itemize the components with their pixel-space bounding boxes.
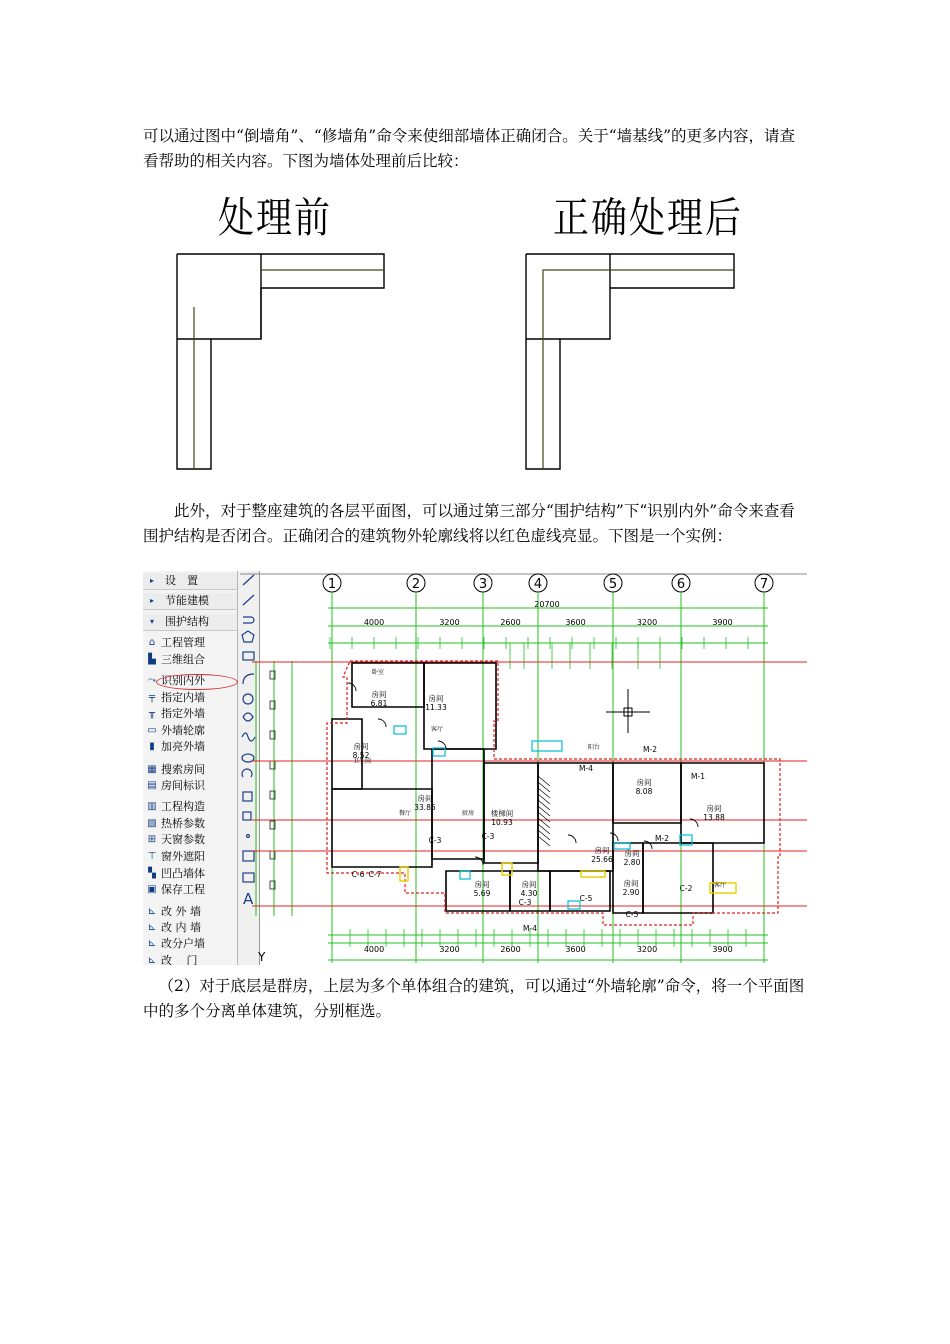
menu-item-21[interactable] [143, 936, 237, 952]
outer-wall-icon: ╥ [148, 708, 156, 719]
wall [643, 843, 713, 913]
axis-label: 1 [327, 577, 337, 592]
edit-door-icon: ⊾ [147, 955, 157, 965]
dimension-top: 3600 [565, 618, 586, 627]
figure-title-before: 处理前 [218, 195, 333, 243]
thermal-bridge-icon: ▧ [147, 818, 157, 829]
element-tag: C-3 [428, 836, 442, 845]
menu-item-label: 指定外墙 [161, 707, 205, 720]
menu-item-label: 围护结构 [165, 615, 209, 628]
search-room-icon: ▦ [147, 764, 157, 775]
bar-chart-icon: ▙ [148, 654, 156, 665]
room-area: 6.81 [370, 699, 388, 708]
element-tag: C-3 [481, 832, 495, 841]
wall-corner-after [526, 254, 734, 469]
menu-item-16[interactable] [143, 849, 237, 865]
dimension-bottom: 3200 [439, 945, 460, 954]
menu-item-label: 外墙轮廓 [161, 724, 205, 737]
menu-item-7[interactable] [143, 690, 237, 706]
room-name: 房间 [474, 880, 490, 889]
menu-item-17[interactable] [143, 866, 237, 882]
menu-item-10[interactable] [143, 739, 237, 755]
floor-plan-canvas [240, 571, 807, 965]
project-icon: ⌂ [148, 637, 156, 648]
dimension-bottom: 2600 [500, 945, 521, 954]
menu-item-5[interactable] [143, 652, 237, 668]
menu-item-label: 保存工程 [161, 883, 205, 896]
door-swing [568, 835, 576, 843]
dimension-top: 2600 [500, 618, 521, 627]
room-name: 房间 [521, 880, 537, 889]
inner-wall-icon: ╤ [148, 692, 156, 703]
menu-item-2[interactable] [143, 593, 237, 610]
room-name: 房间 [417, 794, 433, 803]
menu-item-label: 三维组合 [161, 653, 205, 666]
stair-step [538, 830, 550, 840]
room-name: 房间 [624, 849, 640, 858]
menu-item-label: 指定内墙 [161, 691, 205, 704]
room-area: 13.88 [703, 813, 725, 822]
room-function-label: 厨房 [461, 810, 475, 817]
menu-item-9[interactable] [143, 723, 237, 739]
shade-icon: ⊤ [147, 851, 157, 862]
room-function-label: 客厅 [713, 882, 727, 889]
menu-item-18[interactable] [143, 882, 237, 898]
room-area: 10.93 [491, 818, 513, 827]
room-function-label: 卫生间 [352, 758, 372, 765]
room-area: 2.90 [622, 888, 640, 897]
room-area: 2.80 [623, 858, 641, 867]
dimension-bottom: 3600 [565, 945, 586, 954]
element-tag: M-2 [655, 834, 669, 843]
dimension-top: 3200 [636, 618, 658, 627]
room-area: 5.69 [473, 889, 491, 898]
cad-side-menu [143, 571, 238, 965]
menu-item-label: 热桥参数 [161, 817, 205, 830]
room-area: 8.08 [635, 787, 653, 796]
stair-step [538, 800, 550, 810]
axis-y-label: Y [258, 950, 266, 964]
stair-step [538, 788, 550, 798]
dimension-bottom: 3200 [636, 945, 658, 954]
menu-item-3[interactable] [143, 614, 237, 631]
menu-item-label: 房间标识 [161, 779, 205, 792]
paragraph-detect: 此外，对于整座建筑的各层平面图，可以通过第三部分“围护结构”下“识别内外”命令来查看围护结构是否闭合。正确闭合的建筑物外轮廓线将以红色虚线亮显。下图是一个实例： [143, 502, 795, 545]
room-area: 8.52 [352, 751, 370, 760]
room-name: 房间 [371, 690, 387, 699]
room-tag-icon: ▤ [147, 780, 157, 791]
menu-item-20[interactable] [143, 920, 237, 936]
room-area: 25.66 [591, 855, 613, 864]
axis-label: 6 [676, 577, 686, 592]
axis-label: 7 [759, 577, 769, 592]
element-tag: M-4 [523, 924, 537, 933]
outline-icon: ▭ [147, 725, 157, 736]
stair-step [538, 782, 550, 792]
menu-item-4[interactable] [143, 635, 237, 651]
bump-wall-icon: ▚ [148, 868, 156, 879]
room-name: 房间 [594, 846, 610, 855]
wall-baseline-after [543, 270, 734, 469]
element-tag: C-7 [368, 870, 382, 879]
axis-label: 3 [478, 577, 488, 592]
menu-item-label: 节能建模 [165, 594, 209, 607]
door-swing [378, 719, 386, 727]
element-tag: C-3 [518, 898, 532, 907]
dimension-top: 3200 [439, 618, 460, 627]
paragraph-outline: （2）对于底层是群房，上层为多个单体组合的建筑，可以通过“外墙轮廓”命令，将一个平面图中的多个分离单体建筑，分别框选。 [143, 977, 805, 1020]
element-tag: M-2 [643, 745, 657, 754]
element-tag: C-5 [579, 894, 593, 903]
room-area: 33.85 [414, 803, 436, 812]
menu-item-label: 改 门 [161, 954, 198, 965]
outer-contour [327, 661, 780, 925]
element-tag: C-5 [625, 910, 639, 919]
element-tag: C-6 [351, 870, 365, 879]
room-name: 房间 [428, 694, 444, 703]
yellow-mark [400, 867, 408, 881]
stair-step [538, 776, 550, 786]
menu-item-label: 识别内外 [161, 674, 205, 687]
dimension-top: 4000 [363, 618, 385, 627]
wall-detect-icon: ⤳ [148, 675, 156, 686]
menu-item-label: 天窗参数 [161, 833, 205, 846]
wall [352, 663, 424, 707]
room-name: 房间 [636, 778, 652, 787]
menu-item-label: 改 内 墙 [161, 921, 201, 934]
menu-item-13[interactable] [143, 799, 237, 815]
element-tag: M-4 [579, 764, 593, 773]
window-mark [532, 741, 562, 751]
menu-item-1[interactable] [143, 573, 237, 590]
axis-label: 5 [608, 577, 618, 592]
save-icon: ▣ [147, 884, 157, 895]
room-name: 房间 [353, 742, 369, 751]
arrow-right-icon: ▸ [149, 596, 154, 605]
menu-item-label: 设 置 [165, 574, 198, 587]
figure-title-after: 正确处理后 [553, 195, 744, 243]
dimension-top: 3900 [712, 618, 733, 627]
window-mark [568, 901, 580, 909]
menu-item-label: 改 外 墙 [161, 905, 201, 918]
window-mark [394, 726, 406, 734]
cad-screenshot [143, 571, 807, 965]
room-name: 房间 [706, 804, 722, 813]
wall-corner-comparison [170, 245, 740, 473]
menu-item-label: 窗外遮阳 [161, 850, 205, 863]
menu-item-label: 改分户墙 [161, 937, 205, 950]
room-function-label: 卧室 [371, 669, 385, 676]
room-function-label: 客厅 [430, 726, 444, 733]
paragraph-intro: 可以通过图中“倒墙角”、“修墙角”命令来使细部墙体正确闭合。关于“墙基线”的更多内容，请查看帮助的相关内容。下图为墙体处理前后比较： [143, 127, 796, 170]
wall-baseline-before [194, 270, 384, 469]
door-swing [610, 833, 618, 841]
axis-label: 4 [533, 577, 543, 592]
room-area: 4.30 [520, 889, 538, 898]
construction-icon: ▥ [147, 801, 157, 812]
menu-item-label: 工程构造 [161, 800, 205, 813]
element-tag: M-1 [691, 772, 705, 781]
wall-corner-before [177, 254, 384, 469]
room-name: 楼梯间 [490, 809, 514, 818]
room-area: 11.33 [425, 703, 447, 712]
svg-text:A: A [243, 890, 254, 908]
menu-item-15[interactable] [143, 832, 237, 848]
edit-inner-icon: ⊾ [147, 922, 157, 933]
stair-step [538, 806, 550, 816]
highlight-ellipse [156, 674, 238, 690]
arrow-right-icon: ▸ [149, 576, 154, 585]
element-tag: C-2 [679, 884, 693, 893]
menu-item-12[interactable] [143, 778, 237, 794]
dimension-bottom: 3900 [712, 945, 733, 954]
menu-item-label: 加亮外墙 [161, 740, 205, 753]
menu-item-11[interactable] [143, 762, 237, 778]
arrow-down-icon: ▾ [149, 617, 154, 626]
edit-outer-icon: ⊾ [147, 906, 157, 917]
highlight-icon: ▮ [149, 741, 155, 752]
stair-step [538, 824, 550, 834]
menu-item-14[interactable] [143, 816, 237, 832]
menu-item-label: 凹凸墙体 [161, 867, 205, 880]
room-function-label: 阳台 [587, 744, 601, 751]
window-icon: ⊞ [147, 834, 157, 845]
stair-step [538, 794, 550, 804]
room-function-label: 餐厅 [398, 810, 412, 817]
room-name: 房间 [623, 879, 639, 888]
window-mark [460, 871, 470, 879]
menu-item-label: 工程管理 [161, 636, 205, 649]
axis-label: 2 [411, 577, 421, 592]
menu-item-22[interactable] [143, 953, 237, 965]
menu-item-8[interactable] [143, 706, 237, 722]
stair-step [538, 836, 550, 846]
edit-unit-icon: ⊾ [147, 938, 157, 949]
dimension-bottom: 4000 [363, 945, 385, 954]
dimension-total: 20700 [534, 600, 560, 609]
yellow-mark [581, 871, 605, 877]
menu-item-19[interactable] [143, 904, 237, 920]
menu-item-label: 搜索房间 [161, 763, 205, 776]
